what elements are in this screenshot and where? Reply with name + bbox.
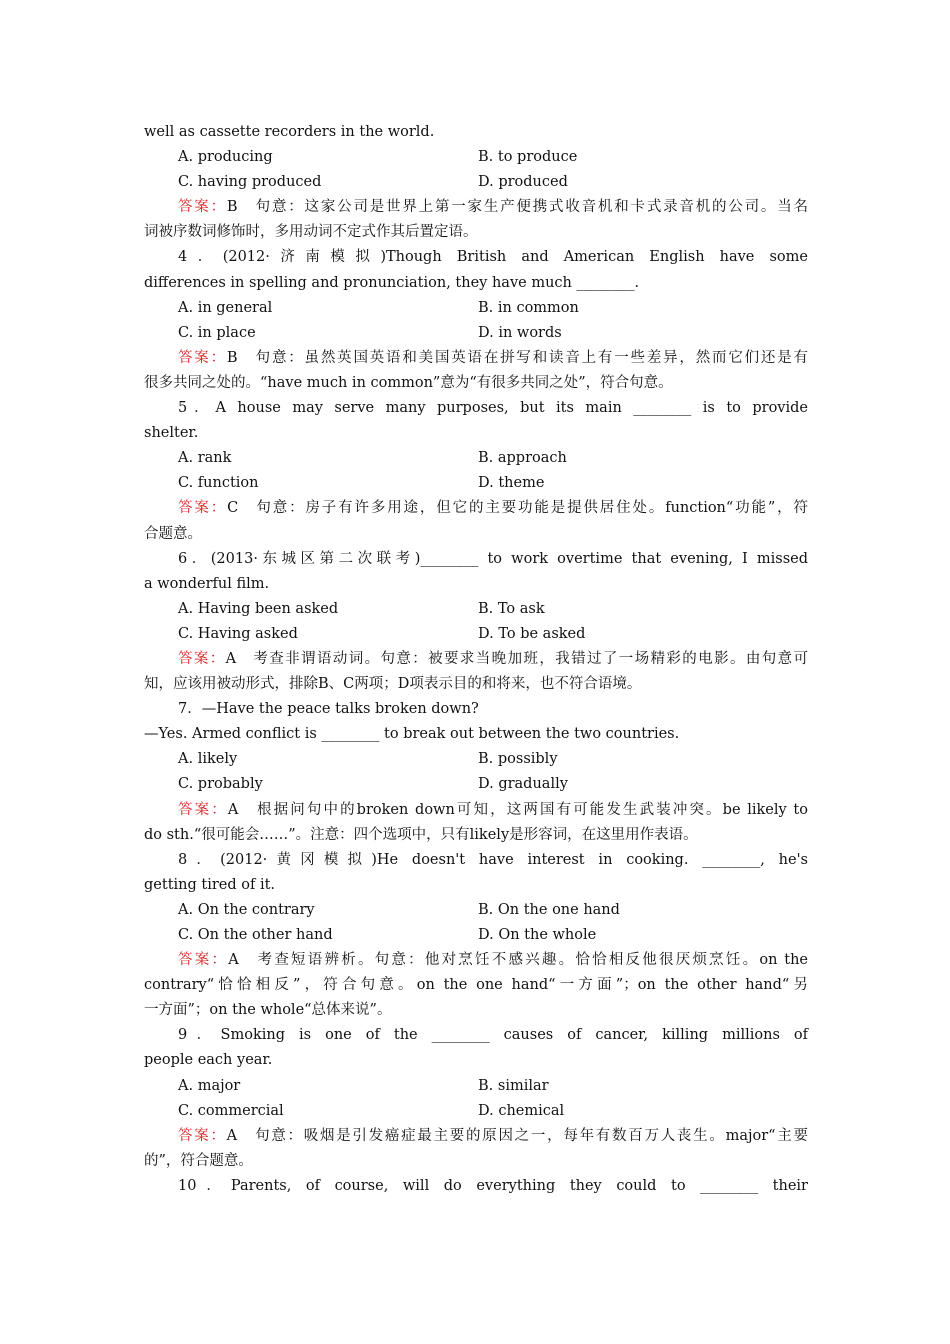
text-line: 知，应该用被动形式，排除B、C两项；D项表示目的和将来，也不符合语境。 xyxy=(144,676,642,693)
option-right: B. To ask xyxy=(478,600,545,617)
answer-line xyxy=(144,346,808,371)
option-right: D. theme xyxy=(478,475,545,492)
option-left: C. having produced xyxy=(178,174,322,191)
answer-text: B 句意：这家公司是世界上第一家生产便携式收音机和卡式录音机的公司。当名 xyxy=(226,199,809,216)
option-left: A. major xyxy=(178,1077,241,1094)
option-left: C. function xyxy=(178,475,259,492)
option-row xyxy=(144,772,808,797)
option-row xyxy=(144,923,808,948)
text-line: 的”，符合题意。 xyxy=(144,1152,253,1169)
option-row xyxy=(144,296,808,321)
question-line: 7．—Have the peace talks broken down? xyxy=(178,701,479,718)
answer-line xyxy=(144,798,808,823)
option-right: B. similar xyxy=(478,1077,549,1094)
text-line: shelter. xyxy=(144,425,199,442)
option-row xyxy=(144,597,808,622)
option-left: C. Having asked xyxy=(178,625,298,642)
option-left: C. On the other hand xyxy=(178,927,333,943)
exercise-text xyxy=(144,120,808,1199)
option-right: D. gradually xyxy=(478,776,568,793)
answer-label: 答案： xyxy=(178,801,228,818)
option-left: A. likely xyxy=(178,751,238,768)
answer-label: 答案： xyxy=(178,1127,227,1144)
option-row xyxy=(144,898,808,923)
answer-line xyxy=(144,1124,808,1149)
option-row xyxy=(144,170,808,195)
question-line: 9．Smoking is one of the ________ causes of cancer, killing millions of xyxy=(178,1027,808,1044)
option-right: D. To be asked xyxy=(478,625,586,642)
answer-text: C 句意：房子有许多用途，但它的主要功能是提供居住处。function“功能”，符 xyxy=(227,500,808,517)
option-right: D. chemical xyxy=(478,1102,565,1119)
option-right: B. approach xyxy=(478,450,567,467)
answer-line xyxy=(144,496,808,521)
text-line: 一方面”；on the whole“总体来说”。 xyxy=(144,1002,392,1019)
option-right: B. in common xyxy=(478,299,579,316)
answer-label: 答案： xyxy=(178,952,229,969)
option-left: A. rank xyxy=(178,450,232,467)
option-row xyxy=(144,622,808,647)
option-left: A. in general xyxy=(178,299,273,316)
answer-label: 答案： xyxy=(178,349,227,366)
answer-label: 答案： xyxy=(178,199,227,216)
option-right: B. On the one hand xyxy=(478,901,620,918)
text-line: differences in spelling and pronunciation, they have much ________. xyxy=(144,274,640,291)
option-right: D. produced xyxy=(478,174,568,191)
option-row xyxy=(144,471,808,496)
answer-text: A 考查非谓语动词。句意：被要求当晚加班，我错过了一场精彩的电影。由句意可 xyxy=(225,650,808,667)
option-right: D. On the whole xyxy=(478,927,597,943)
question-line: 10．Parents, of course, will do everything they could to ________ their xyxy=(178,1177,808,1194)
answer-line xyxy=(144,647,808,672)
option-row xyxy=(144,747,808,772)
option-row xyxy=(144,1074,808,1099)
text-line: contrary“恰恰相反”，符合句意。on the one hand“一方面”；on the other hand“另 xyxy=(144,977,808,994)
option-row xyxy=(144,145,808,170)
answer-text: A 考查短语辨析。句意：他对烹饪不感兴趣。恰恰相反他很厌烦烹饪。on the xyxy=(228,952,808,969)
option-left: A. On the contrary xyxy=(178,901,315,918)
question-line: 6．(2013·东城区第二次联考)________ to work overtime that evening, I missed xyxy=(178,550,808,567)
option-row xyxy=(144,446,808,471)
answer-label: 答案： xyxy=(178,650,226,667)
answer-text: B 句意：虽然英国英语和美国英语在拼写和读音上有一些差异，然而它们还是有 xyxy=(226,349,809,366)
text-line: do sth.“很可能会……”。注意：四个选项中，只有likely是形容词，在这里用作表语。 xyxy=(144,826,698,843)
question-line: 5．A house may serve many purposes, but its main ________ is to provide xyxy=(178,400,808,417)
text-line: 词被序数词修饰时，多用动词不定式作其后置定语。 xyxy=(144,224,478,241)
question-line: 8．(2012·黄冈模拟)He doesn't have interest in cooking. ________, he's xyxy=(178,851,808,868)
option-left: C. probably xyxy=(178,776,263,793)
text-line: getting tired of it. xyxy=(144,876,276,893)
text-line: —Yes. Armed conflict is ________ to break out between the two countries. xyxy=(144,726,680,743)
option-left: C. commercial xyxy=(178,1102,284,1119)
option-right: B. to produce xyxy=(478,149,578,166)
option-row xyxy=(144,1099,808,1124)
answer-text: A 根据问句中的broken down可知，这两国有可能发生武装冲突。be likely to xyxy=(227,801,808,818)
option-left: A. producing xyxy=(178,149,273,166)
question-line: 4．(2012·济南模拟)Though British and American English have some xyxy=(178,249,808,266)
answer-label: 答案： xyxy=(178,500,228,517)
answer-line xyxy=(144,948,808,973)
text-line: a wonderful film. xyxy=(144,575,270,592)
answer-text: A 句意：吸烟是引发癌症最主要的原因之一，每年有数百万人丧生。major“主要 xyxy=(226,1127,808,1144)
text-line: 合题意。 xyxy=(144,525,202,542)
answer-line xyxy=(144,195,808,220)
text-line: people each year. xyxy=(144,1052,273,1069)
text-line: well as cassette recorders in the world. xyxy=(144,124,435,140)
option-row xyxy=(144,321,808,346)
option-left: C. in place xyxy=(178,324,256,341)
option-left: A. Having been asked xyxy=(178,600,339,617)
option-right: B. possibly xyxy=(478,751,558,768)
option-right: D. in words xyxy=(478,324,562,341)
text-line: 很多共同之处的。“have much in common”意为“有很多共同之处”，符合句意。 xyxy=(144,374,673,391)
